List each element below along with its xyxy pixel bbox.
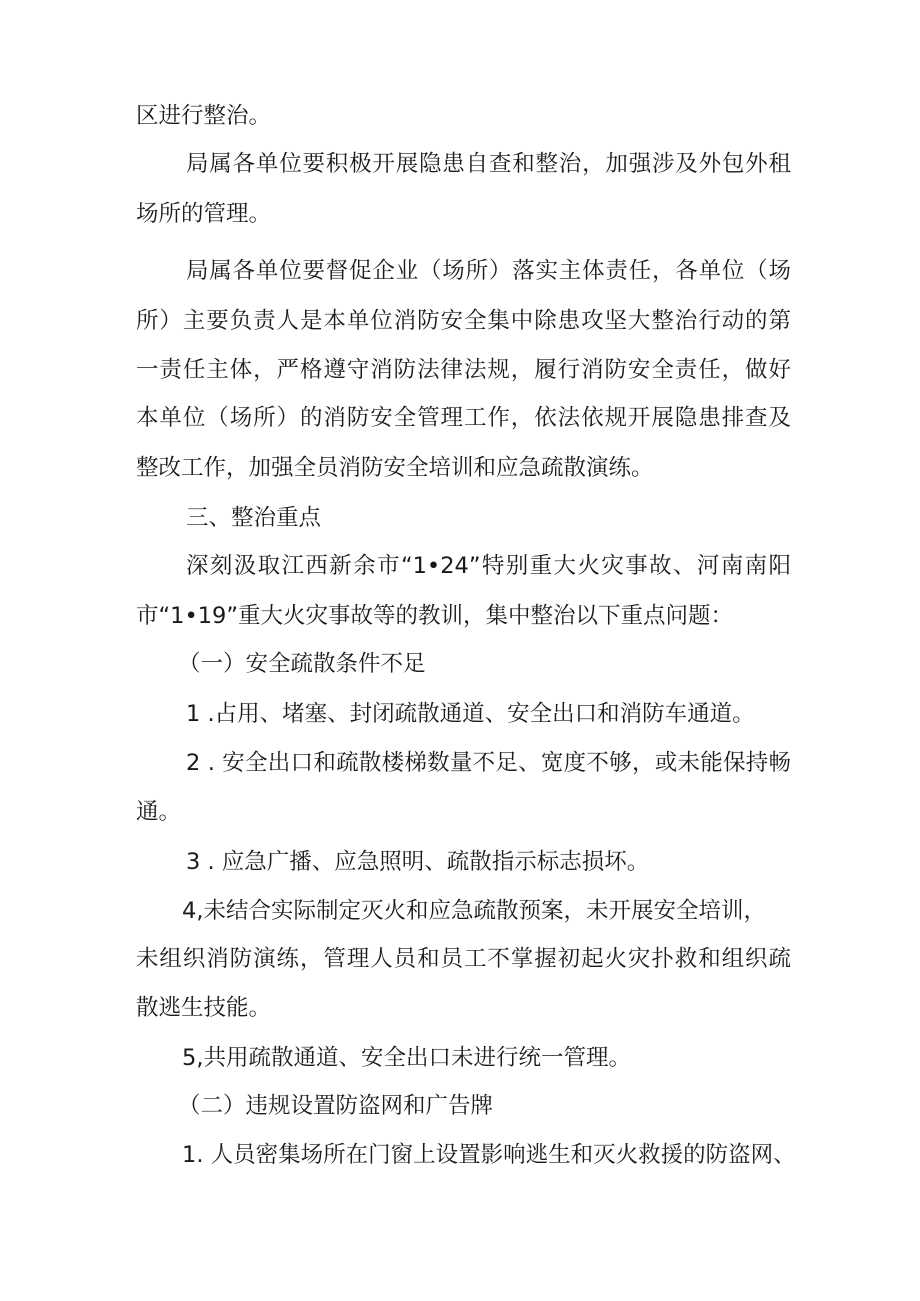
text-line: 整改工作，加强全员消防安全培训和应急疏散演练。	[136, 455, 654, 481]
paragraph-start: 局属各单位要督促企业（场所）落实主体责任，各单位（场	[186, 258, 791, 284]
list-item: 4,未结合实际制定灭火和应急疏散预案，未开展安全培训，	[182, 898, 766, 924]
paragraph-start: 局属各单位要积极开展隐患自查和整治，加强涉及外包外租	[186, 151, 791, 177]
list-item: 3 . 应急广播、应急照明、疏散指示标志损坏。	[186, 849, 650, 875]
text-line: 散逃生技能。	[136, 995, 272, 1021]
text-line: 所）主要负责人是本单位消防安全集中除患攻坚大整治行动的第	[136, 308, 791, 334]
text-line: 未组织消防演练，管理人员和员工不掌握初起火灾扑救和组织疏	[136, 946, 791, 972]
list-item: 1 .占用、堵塞、封闭疏散通道、安全出口和消防车通道。	[186, 701, 755, 727]
paragraph-start: 深刻汲取江西新余市“1•24”特别重大火灾事故、河南南阳	[186, 553, 791, 579]
subsection-heading: （一）安全疏散条件不足	[178, 651, 426, 677]
text-line: 通。	[136, 799, 182, 825]
section-heading: 三、整治重点	[186, 505, 322, 531]
subsection-heading: （二）违规设置防盗网和广告牌	[178, 1093, 494, 1119]
text-line: 市“1•19”重大火灾事故等的教训，集中整治以下重点问题：	[136, 603, 734, 629]
text-line: 本单位（场所）的消防安全管理工作，依法依规开展隐患排查及	[136, 405, 791, 431]
list-item: 5,共用疏散通道、安全出口未进行统一管理。	[182, 1045, 631, 1071]
list-item: 1. 人员密集场所在门窗上设置影响逃生和灭火救援的防盗网、	[182, 1142, 796, 1168]
text-line: 区进行整治。	[136, 103, 272, 129]
list-item: 2 . 安全出口和疏散楼梯数量不足、宽度不够，或未能保持畅	[186, 750, 791, 776]
text-line: 场所的管理。	[136, 201, 272, 227]
text-line: 一责任主体，严格遵守消防法律法规，履行消防安全责任，做好	[136, 357, 791, 383]
